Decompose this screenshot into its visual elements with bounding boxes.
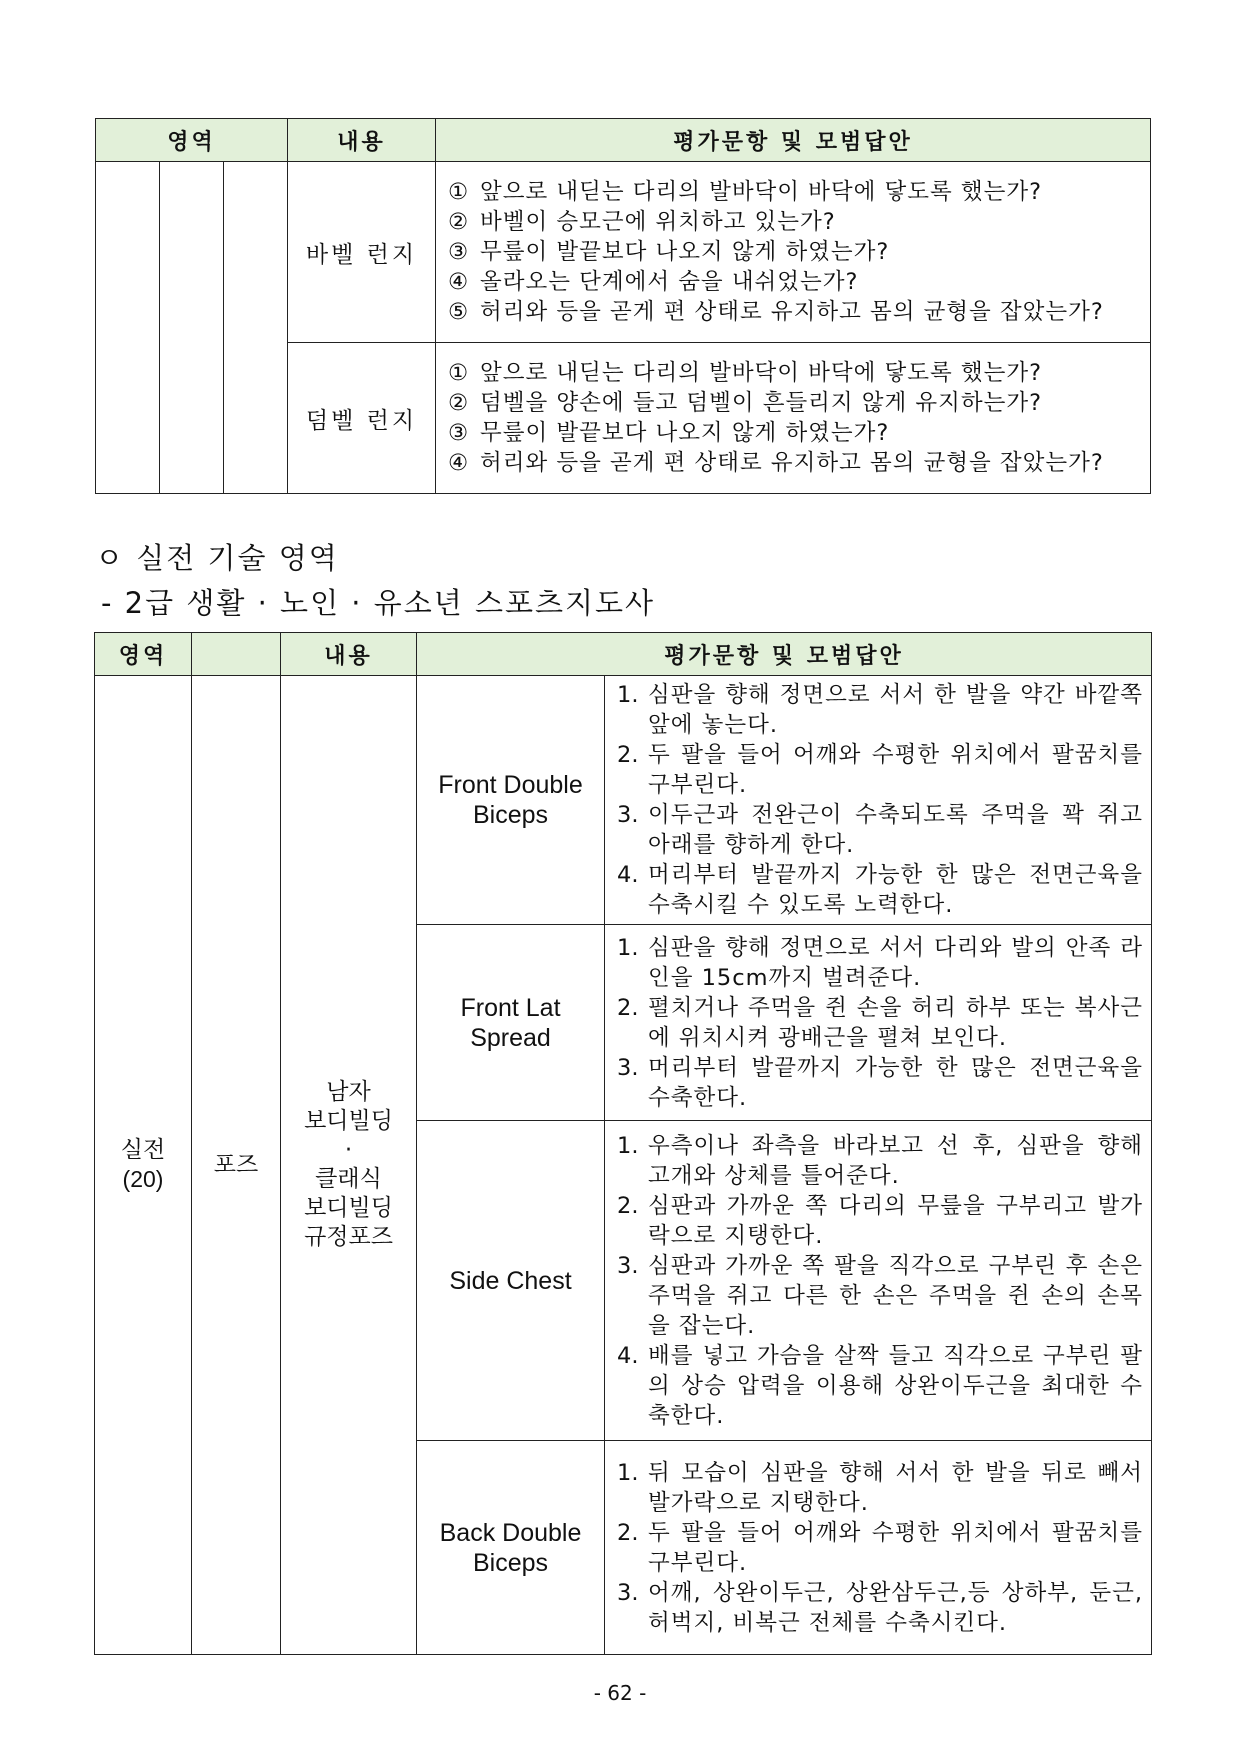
table-row	[96, 162, 1151, 343]
exercise-name: 바벨 런지	[288, 162, 436, 343]
list-item: 1. 뒤 모습이 심판을 향해 서서 한 발을 뒤로 빼서 발가락으로 지탱한다.	[617, 1459, 1143, 1516]
subject-cell: 남자 보디빌딩 · 클래식 보디빌딩 규정포즈	[281, 676, 417, 1655]
pose-name: Side Chest	[417, 1121, 605, 1441]
table-header-row	[96, 119, 1151, 162]
list-item: ③ 무릎이 발끝보다 나오지 않게 하였는가?	[448, 239, 890, 265]
pose-name: Front Double Biceps	[417, 676, 605, 925]
list-item: ② 바벨이 승모근에 위치하고 있는가?	[448, 209, 836, 235]
list-item: 2. 두 팔을 들어 어깨와 수평한 위치에서 팔꿈치를 구부린다.	[617, 1519, 1143, 1576]
list-item: ① 앞으로 내딛는 다리의 발바닥이 바닥에 닿도록 했는가?	[448, 179, 1043, 205]
section-subheading: - 2급 생활 · 노인 · 유소년 스포츠지도사	[101, 586, 656, 620]
header-content: 내용	[288, 119, 436, 162]
list-item: 1. 우측이나 좌측을 바라보고 선 후, 심판을 향해 고개와 상체를 틀어준다.	[617, 1132, 1143, 1189]
list-item: 3. 심판과 가까운 쪽 팔을 직각으로 구부린 후 손은 주먹을 쥐고 다른 한 손은 주먹을 쥔 손의 손목을 잡는다.	[617, 1252, 1143, 1339]
list-item: 1. 심판을 향해 정면으로 서서 한 발을 약간 바깥쪽 앞에 놓는다.	[617, 682, 1143, 738]
area-cell	[95, 676, 192, 1655]
criteria-list	[605, 676, 1151, 924]
list-item: 4. 배를 넣고 가슴을 살짝 들고 직각으로 구부린 팔의 상승 압력을 이용해 상완이두근을 최대한 수축한다.	[617, 1342, 1143, 1429]
criteria-list	[605, 1127, 1151, 1435]
criteria-cell	[436, 162, 1151, 343]
header-area: 영역	[95, 633, 192, 676]
list-item: 3. 이두근과 전완근이 수축되도록 주먹을 꽉 쥐고 아래를 향하게 한다.	[617, 802, 1143, 858]
criteria-list	[436, 354, 1150, 482]
list-item: ① 앞으로 내딛는 다리의 발바닥이 바닥에 닿도록 했는가?	[448, 360, 1043, 386]
table-row	[95, 676, 1152, 925]
list-item: 3. 머리부터 발끝까지 가능한 한 많은 전면근육을 수축한다.	[617, 1054, 1143, 1111]
list-item: 2. 펼치거나 주먹을 쥔 손을 허리 하부 또는 복사근에 위치시켜 광배근을 펼쳐 보인다.	[617, 994, 1143, 1051]
category-cell: 포즈	[192, 676, 281, 1655]
blank-cell	[96, 162, 160, 494]
pose-name: Front Lat Spread	[417, 925, 605, 1121]
list-item: 2. 심판과 가까운 쪽 다리의 무릎을 구부리고 발가락으로 지탱한다.	[617, 1192, 1143, 1249]
section-heading: ㅇ 실전 기술 영역	[95, 541, 339, 575]
header-area: 영역	[96, 119, 288, 162]
list-item: ② 덤벨을 양손에 들고 덤벨이 흔들리지 않게 유지하는가?	[448, 390, 1043, 416]
list-item: ④ 올라오는 단계에서 숨을 내쉬었는가?	[448, 269, 859, 295]
list-item: ③ 무릎이 발끝보다 나오지 않게 하였는가?	[448, 420, 890, 446]
pose-name: Back Double Biceps	[417, 1441, 605, 1655]
criteria-cell	[605, 925, 1152, 1121]
evaluation-table-lunge	[95, 118, 1151, 494]
list-item: ⑤ 허리와 등을 곧게 편 상태로 유지하고 몸의 균형을 잡았는가?	[448, 299, 1104, 325]
header-content: 내용	[281, 633, 417, 676]
criteria-cell	[605, 1121, 1152, 1441]
criteria-list	[605, 929, 1151, 1117]
blank-cell	[224, 162, 288, 494]
criteria-cell	[605, 1441, 1152, 1655]
header-blank	[192, 633, 281, 676]
header-eval: 평가문항 및 모범답안	[417, 633, 1152, 676]
list-item: ④ 허리와 등을 곧게 편 상태로 유지하고 몸의 균형을 잡았는가?	[448, 450, 1104, 476]
list-item: 3. 어깨, 상완이두근, 상완삼두근,등 상하부, 둔근, 허벅지, 비복근 전체를 수축시킨다.	[617, 1579, 1143, 1636]
criteria-list	[605, 1454, 1151, 1642]
list-item: 4. 머리부터 발끝까지 가능한 한 많은 전면근육을 수축시킬 수 있도록 노력한다.	[617, 862, 1143, 918]
blank-cell	[160, 162, 224, 494]
criteria-list	[436, 173, 1150, 331]
list-item: 2. 두 팔을 들어 어깨와 수평한 위치에서 팔꿈치를 구부린다.	[617, 742, 1143, 798]
header-eval: 평가문항 및 모범답안	[436, 119, 1151, 162]
page-number: - 62 -	[593, 1681, 647, 1705]
evaluation-table-poses	[94, 632, 1152, 1655]
area-name: 실전	[120, 1137, 166, 1163]
list-item: 1. 심판을 향해 정면으로 서서 다리와 발의 안족 라인을 15cm까지 벌려준다.	[617, 934, 1143, 991]
exercise-name: 덤벨 런지	[288, 343, 436, 494]
criteria-cell	[436, 343, 1151, 494]
area-score: (20)	[122, 1166, 164, 1192]
table-header-row	[95, 633, 1152, 676]
criteria-cell	[605, 676, 1152, 925]
